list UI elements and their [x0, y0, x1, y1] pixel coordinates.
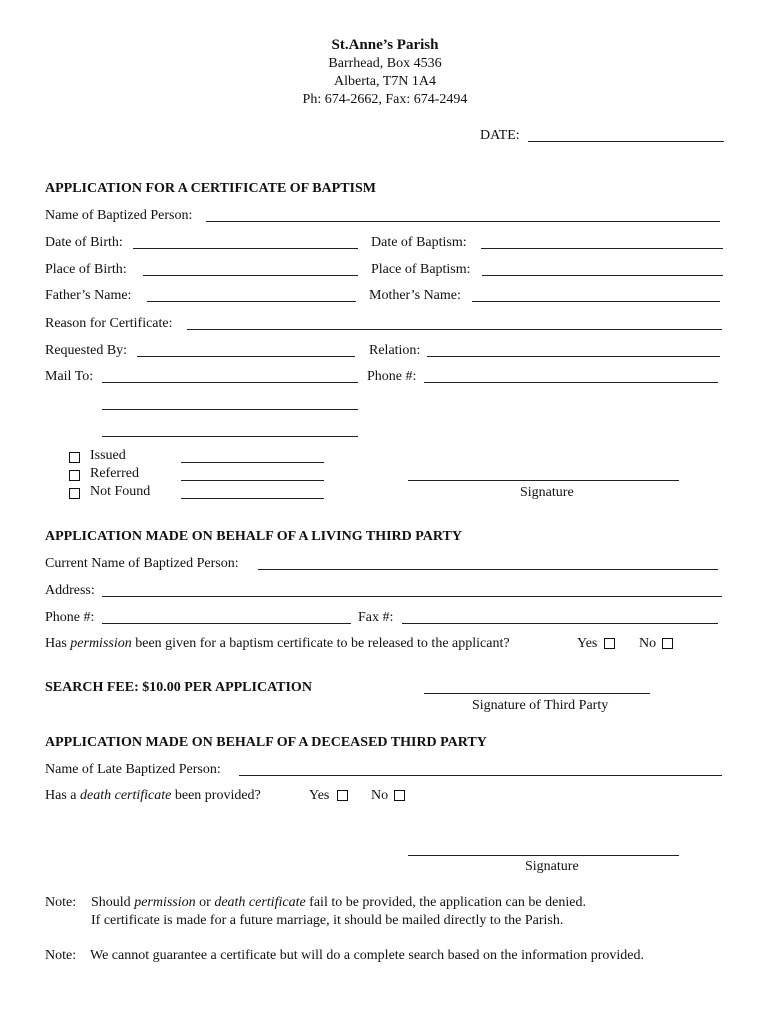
living-phone-field[interactable] — [102, 623, 351, 624]
death-no-label: No — [371, 788, 389, 803]
deceased-signature-label: Signature — [525, 859, 579, 874]
name-field[interactable] — [206, 221, 720, 222]
referred-label: Referred — [90, 466, 139, 481]
death-yes-checkbox[interactable] — [337, 790, 348, 801]
death-no-checkbox[interactable] — [394, 790, 405, 801]
contact-line: Ph: 674-2662, Fax: 674-2494 — [302, 92, 468, 107]
search-fee: SEARCH FEE: $10.00 PER APPLICATION — [45, 680, 312, 695]
relation-field[interactable] — [427, 356, 720, 357]
mother-label: Mother’s Name: — [369, 288, 461, 303]
phone-field[interactable] — [424, 382, 718, 383]
dobap-field[interactable] — [481, 248, 723, 249]
late-name-field[interactable] — [239, 775, 722, 776]
date-field[interactable] — [528, 141, 724, 142]
issued-field[interactable] — [181, 462, 324, 463]
permission-suffix: been given for a baptism certificate to be released to the applicant? — [131, 636, 510, 651]
late-name-label: Name of Late Baptized Person: — [45, 762, 221, 777]
signature-line[interactable] — [408, 480, 679, 481]
note1-line1 — [91, 895, 586, 911]
note1-death-certificate: death certificate — [214, 895, 306, 910]
fax-field[interactable] — [402, 623, 718, 624]
note1-permission: permission — [134, 895, 196, 910]
death-question — [45, 788, 261, 804]
note1-part2: or — [195, 895, 215, 910]
permission-no-checkbox[interactable] — [662, 638, 673, 649]
note1-label: Note: — [45, 895, 77, 910]
living-phone-label: Phone #: — [45, 610, 95, 625]
pob-field[interactable] — [143, 275, 358, 276]
deceased-signature-line[interactable] — [408, 855, 679, 856]
phone-label: Phone #: — [367, 369, 417, 384]
dob-field[interactable] — [133, 248, 358, 249]
requested-label: Requested By: — [45, 343, 128, 358]
note2-label: Note: — [45, 948, 77, 963]
date-label: DATE: — [480, 128, 520, 143]
permission-no-label: No — [639, 636, 657, 651]
address-line-2: Alberta, T7N 1A4 — [334, 74, 436, 89]
name-label: Name of Baptized Person: — [45, 208, 193, 223]
not-found-field[interactable] — [181, 498, 324, 499]
not-found-label: Not Found — [90, 484, 151, 499]
father-label: Father’s Name: — [45, 288, 132, 303]
parish-name: St.Anne’s Parish — [331, 37, 439, 53]
referred-field[interactable] — [181, 480, 324, 481]
address-field[interactable] — [102, 596, 722, 597]
mail-field-2[interactable] — [102, 409, 358, 410]
permission-question — [45, 636, 510, 652]
dobap-label: Date of Baptism: — [371, 235, 467, 250]
pobap-field[interactable] — [482, 275, 723, 276]
permission-yes-label: Yes — [577, 636, 598, 651]
current-name-field[interactable] — [258, 569, 718, 570]
living-heading: APPLICATION MADE ON BEHALF OF A LIVING THIRD PARTY — [45, 529, 462, 544]
third-party-signature-label: Signature of Third Party — [472, 698, 609, 713]
note1-part1: Should — [91, 895, 135, 910]
death-word: death certificate — [80, 788, 172, 803]
dob-label: Date of Birth: — [45, 235, 123, 250]
deceased-heading: APPLICATION MADE ON BEHALF OF A DECEASED THIRD PARTY — [45, 735, 487, 750]
father-field[interactable] — [147, 301, 356, 302]
not-found-checkbox[interactable] — [69, 488, 80, 499]
reason-label: Reason for Certificate: — [45, 316, 173, 331]
mail-field-1[interactable] — [102, 382, 358, 383]
note1-line2: If certificate is made for a future marriage, it should be mailed directly to the Parish. — [91, 913, 564, 928]
mother-field[interactable] — [472, 301, 720, 302]
pob-label: Place of Birth: — [45, 262, 127, 277]
pobap-label: Place of Baptism: — [371, 262, 471, 277]
third-party-signature-line[interactable] — [424, 693, 650, 694]
requested-field[interactable] — [137, 356, 355, 357]
signature-label: Signature — [520, 485, 574, 500]
reason-field[interactable] — [187, 329, 722, 330]
death-prefix: Has a — [45, 788, 80, 803]
referred-checkbox[interactable] — [69, 470, 80, 481]
current-name-label: Current Name of Baptized Person: — [45, 556, 239, 571]
relation-label: Relation: — [369, 343, 421, 358]
mail-field-3[interactable] — [102, 436, 358, 437]
address-line-1: Barrhead, Box 4536 — [328, 56, 442, 71]
note2-text: We cannot guarantee a certificate but will do a complete search based on the information provided. — [90, 948, 644, 963]
permission-prefix: Has — [45, 636, 71, 651]
issued-label: Issued — [90, 448, 126, 463]
fax-label: Fax #: — [358, 610, 394, 625]
permission-yes-checkbox[interactable] — [604, 638, 615, 649]
permission-word: permission — [70, 636, 132, 651]
issued-checkbox[interactable] — [69, 452, 80, 463]
note1-part3: fail to be provided, the application can be denied. — [305, 895, 586, 910]
death-suffix: been provided? — [171, 788, 261, 803]
mail-label: Mail To: — [45, 369, 94, 384]
death-yes-label: Yes — [309, 788, 330, 803]
address-label: Address: — [45, 583, 95, 598]
baptism-heading: APPLICATION FOR A CERTIFICATE OF BAPTISM — [45, 181, 377, 196]
